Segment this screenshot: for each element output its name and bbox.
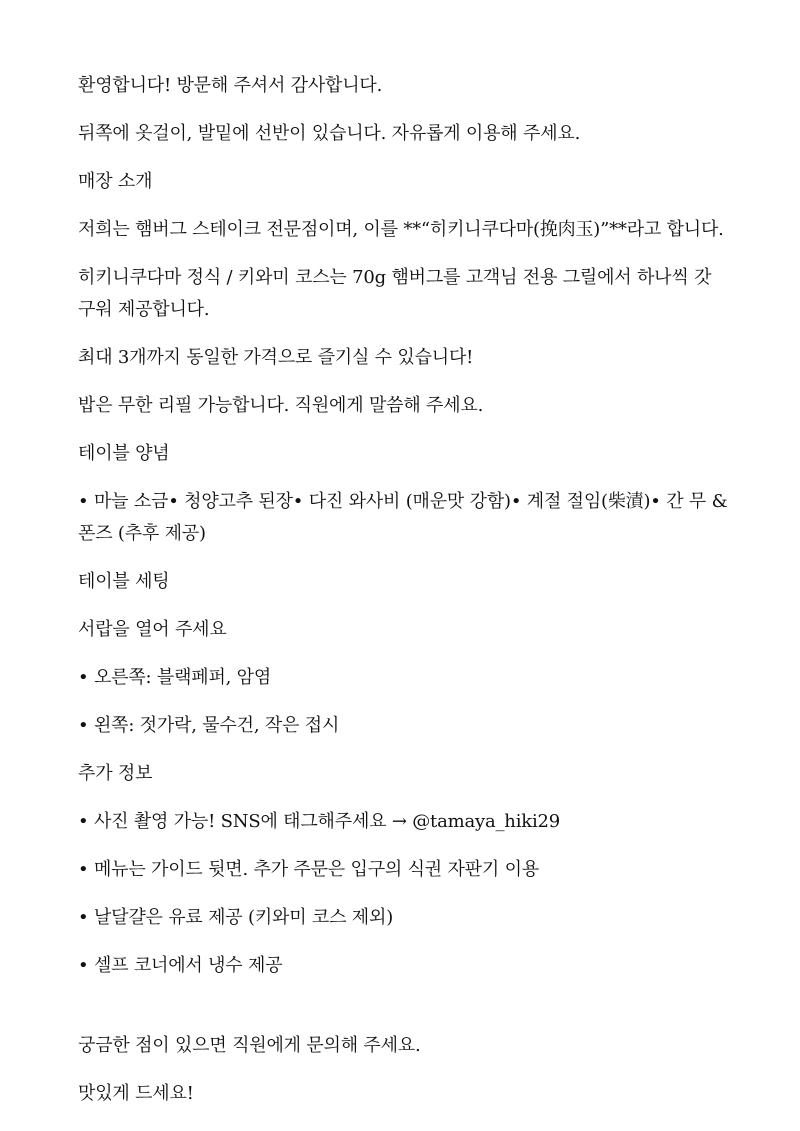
welcome-line: 환영합니다! 방문해 주셔서 감사합니다. [78, 75, 383, 96]
list-item-setting-right: • 오른쪽: 블랙페퍼, 암염 [78, 667, 272, 688]
intro-paragraph-3: 최대 3개까지 동일한 가격으로 즐기실 수 있습니다! [78, 347, 474, 368]
list-item-extra-photo: • 사진 촬영 가능! SNS에 태그해주세요 → @tamaya_hiki29 [78, 811, 561, 832]
list-item-extra-egg: • 날달걀은 유료 제공 (키와미 코스 제외) [78, 907, 394, 928]
list-item-extra-menu: • 메뉴는 가이드 뒷면. 추가 주문은 입구의 식권 자판기 이용 [78, 859, 539, 880]
intro-paragraph-1: 저희는 햄버그 스테이크 전문점이며, 이를 **“히키니쿠다마(挽肉玉)”**라고 합니다. [78, 219, 724, 240]
setting-intro-line: 서랍을 열어 주세요 [78, 619, 227, 640]
blank-line [78, 998, 728, 1030]
section-heading-extra-info: 추가 정보 [78, 763, 153, 784]
condiments-list: • 마늘 소금• 청양고추 된장• 다진 와사비 (매운맛 강함)• 계절 절임(柴漬)• 간 무 & 폰즈 (추후 제공) [78, 491, 728, 544]
section-heading-condiments: 테이블 양념 [78, 443, 170, 464]
closing-line-2: 맛있게 드세요! [78, 1083, 194, 1104]
intro-paragraph-2: 히키니쿠다마 정식 / 키와미 코스는 70g 햄버그를 고객님 전용 그릴에서 하나씩 갓 구워 제공합니다. [78, 267, 712, 320]
closing-line-1: 궁금한 점이 있으면 직원에게 문의해 주세요. [78, 1035, 421, 1056]
section-heading-table-setting: 테이블 세팅 [78, 571, 170, 592]
section-heading-store-intro: 매장 소개 [78, 171, 153, 192]
list-item-setting-left: • 왼쪽: 젓가락, 물수건, 작은 접시 [78, 715, 340, 736]
document-body [78, 70, 728, 1126]
intro-paragraph-4: 밥은 무한 리필 가능합니다. 직원에게 말씀해 주세요. [78, 395, 484, 416]
list-item-extra-water: • 셀프 코너에서 냉수 제공 [78, 955, 283, 976]
facilities-line: 뒤쪽에 옷걸이, 발밑에 선반이 있습니다. 자유롭게 이용해 주세요. [78, 123, 581, 144]
